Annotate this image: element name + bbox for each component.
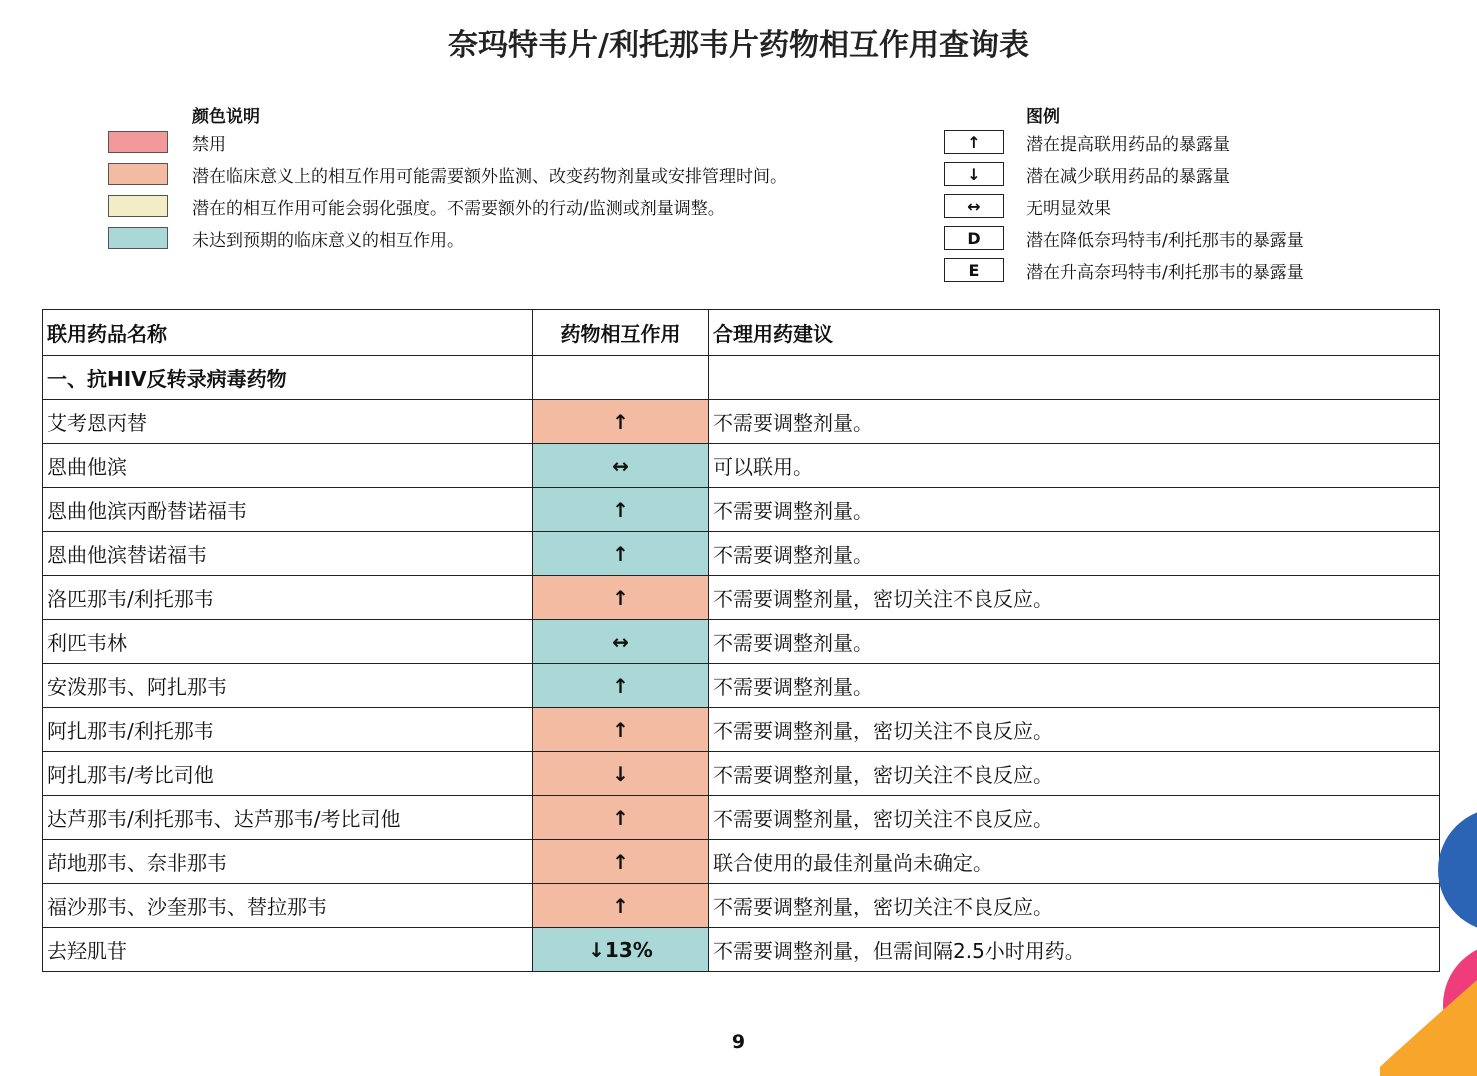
color-legend-label: 潜在的相互作用可能会弱化强度。不需要额外的行动/监测或剂量调整。 (192, 198, 725, 219)
table-row (43, 576, 1440, 620)
interaction-cell: ↑ (533, 796, 709, 840)
section-empty-cell (709, 356, 1440, 400)
interaction-cell: ↔ (533, 620, 709, 664)
color-legend-heading: 颜色说明 (192, 107, 260, 127)
table-row (43, 664, 1440, 708)
table-section-row (43, 356, 1440, 400)
advice-cell: 不需要调整剂量。 (709, 400, 1440, 444)
interaction-cell: ↓ (533, 752, 709, 796)
drug-name: 洛匹那韦/利托那韦 (43, 576, 533, 620)
interaction-cell: ↑ (533, 576, 709, 620)
letter-d-icon: D (944, 226, 1004, 250)
left-right-arrow-icon: ↔ (944, 194, 1004, 218)
advice-cell: 不需要调整剂量。 (709, 620, 1440, 664)
drug-name: 恩曲他滨替诺福韦 (43, 532, 533, 576)
color-legend-item (108, 129, 226, 155)
advice-cell: 联合使用的最佳剂量尚未确定。 (709, 840, 1440, 884)
color-legend-label: 禁用 (192, 134, 226, 155)
advice-cell: 不需要调整剂量，密切关注不良反应。 (709, 796, 1440, 840)
advice-cell: 不需要调整剂量，但需间隔2.5小时用药。 (709, 928, 1440, 972)
interaction-cell: ↑ (533, 708, 709, 752)
advice-cell: 不需要调整剂量。 (709, 664, 1440, 708)
interaction-cell: ↓13% (533, 928, 709, 972)
table-row (43, 400, 1440, 444)
symbol-legend-label: 潜在提高联用药品的暴露量 (1026, 134, 1230, 155)
symbol-legend-item (944, 257, 1304, 283)
interaction-cell: ↔ (533, 444, 709, 488)
decorative-corner-graphic (1380, 780, 1477, 1076)
section-empty-cell (533, 356, 709, 400)
advice-cell: 不需要调整剂量，密切关注不良反应。 (709, 752, 1440, 796)
symbol-legend-label: 无明显效果 (1026, 198, 1111, 219)
advice-cell: 不需要调整剂量，密切关注不良反应。 (709, 884, 1440, 928)
table-row (43, 444, 1440, 488)
color-legend-label: 未达到预期的临床意义的相互作用。 (192, 230, 464, 251)
symbol-legend-label: 潜在降低奈玛特韦/利托那韦的暴露量 (1026, 230, 1304, 251)
drug-name: 恩曲他滨 (43, 444, 533, 488)
color-swatch-none (108, 227, 168, 249)
page-title: 奈玛特韦片/利托那韦片药物相互作用查询表 (448, 28, 1029, 63)
table-row (43, 708, 1440, 752)
color-legend-item (108, 161, 787, 187)
symbol-legend-heading: 图例 (1026, 107, 1060, 127)
drug-name: 阿扎那韦/考比司他 (43, 752, 533, 796)
symbol-legend-item (944, 225, 1304, 251)
table-row (43, 840, 1440, 884)
letter-e-icon: E (944, 258, 1004, 282)
drug-name: 利匹韦林 (43, 620, 533, 664)
header-advice: 合理用药建议 (709, 310, 1440, 356)
interaction-cell: ↑ (533, 840, 709, 884)
table-row (43, 620, 1440, 664)
symbol-legend-label: 潜在减少联用药品的暴露量 (1026, 166, 1230, 187)
page-number: 9 (731, 1031, 746, 1053)
color-swatch-monitor (108, 163, 168, 185)
table-row (43, 796, 1440, 840)
advice-cell: 可以联用。 (709, 444, 1440, 488)
advice-cell: 不需要调整剂量，密切关注不良反应。 (709, 576, 1440, 620)
table-row (43, 928, 1440, 972)
drug-name: 阿扎那韦/利托那韦 (43, 708, 533, 752)
interaction-table (42, 309, 1440, 972)
interaction-cell: ↑ (533, 400, 709, 444)
table-row (43, 488, 1440, 532)
advice-cell: 不需要调整剂量，密切关注不良反应。 (709, 708, 1440, 752)
drug-name: 恩曲他滨丙酚替诺福韦 (43, 488, 533, 532)
drug-name: 达芦那韦/利托那韦、达芦那韦/考比司他 (43, 796, 533, 840)
drug-name: 茚地那韦、奈非那韦 (43, 840, 533, 884)
up-arrow-icon: ↑ (944, 130, 1004, 154)
drug-name: 去羟肌苷 (43, 928, 533, 972)
table-row (43, 752, 1440, 796)
table-row (43, 884, 1440, 928)
color-swatch-forbidden (108, 131, 168, 153)
color-legend-item (108, 193, 725, 219)
advice-cell: 不需要调整剂量。 (709, 488, 1440, 532)
down-arrow-icon: ↓ (944, 162, 1004, 186)
symbol-legend-item (944, 193, 1111, 219)
orange-wedge-shape (1380, 980, 1477, 1076)
color-legend-label: 潜在临床意义上的相互作用可能需要额外监测、改变药物剂量或安排管理时间。 (192, 166, 787, 187)
advice-cell: 不需要调整剂量。 (709, 532, 1440, 576)
interaction-cell: ↑ (533, 884, 709, 928)
color-swatch-weak (108, 195, 168, 217)
interaction-cell: ↑ (533, 532, 709, 576)
color-legend-item (108, 225, 464, 251)
drug-name: 艾考恩丙替 (43, 400, 533, 444)
drug-name: 安泼那韦、阿扎那韦 (43, 664, 533, 708)
header-drug-name: 联用药品名称 (43, 310, 533, 356)
interaction-cell: ↑ (533, 488, 709, 532)
section-title: 一、抗HIV反转录病毒药物 (43, 356, 533, 400)
symbol-legend-label: 潜在升高奈玛特韦/利托那韦的暴露量 (1026, 262, 1304, 283)
drug-name: 福沙那韦、沙奎那韦、替拉那韦 (43, 884, 533, 928)
blue-circle-shape (1438, 808, 1477, 932)
table-header-row (43, 310, 1440, 356)
header-interaction: 药物相互作用 (533, 310, 709, 356)
symbol-legend-item (944, 161, 1230, 187)
symbol-legend-item (944, 129, 1230, 155)
table-row (43, 532, 1440, 576)
interaction-cell: ↑ (533, 664, 709, 708)
